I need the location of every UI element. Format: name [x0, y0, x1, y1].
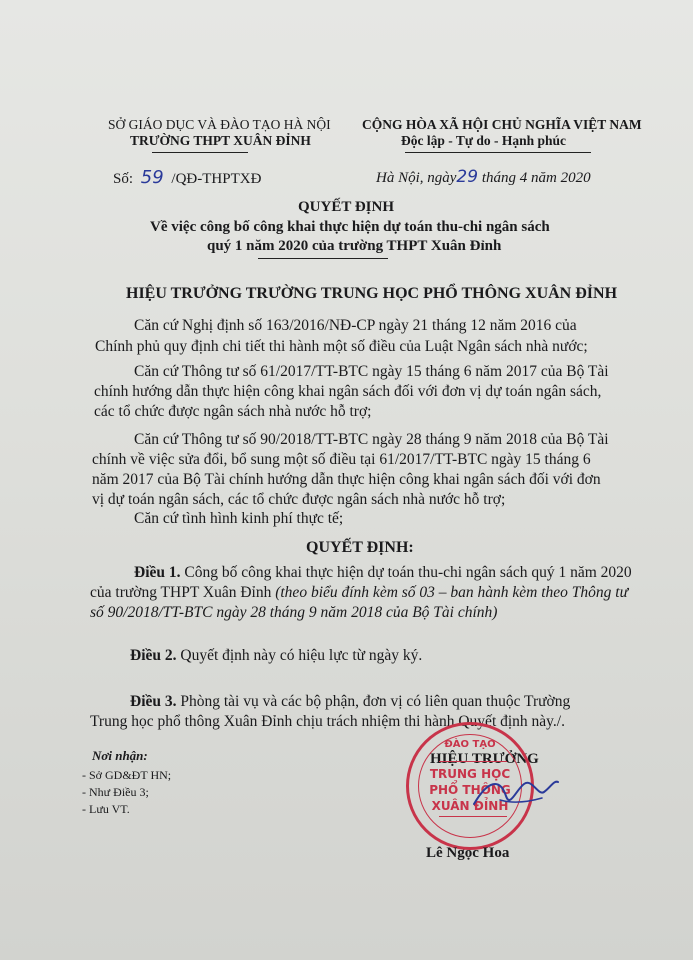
- basis-2-line-1: Căn cứ Thông tư số 61/2017/TT-BTC ngày 15 tháng 6 năm 2017 của Bộ Tài: [134, 363, 609, 380]
- authority-heading: HIỆU TRƯỞNG TRƯỜNG TRUNG HỌC PHỔ THÔNG XUÂN ĐỈNH: [126, 285, 618, 302]
- decision-number: [113, 167, 261, 188]
- decision-title: QUYẾT ĐỊNH: [298, 199, 394, 215]
- stamp-line-2: PHỔ THÔNG: [429, 783, 511, 797]
- date-rest: tháng 4 năm 2020: [481, 170, 591, 186]
- basis-1-line-2: Chính phủ quy định chi tiết thi hành một số điều của Luật Ngân sách nhà nước;: [95, 338, 588, 355]
- article-3-label: Điều 3.: [130, 693, 177, 710]
- article-3-line-2: Trung học phổ thông Xuân Đỉnh chịu trách nhiệm thi hành Quyết định này./.: [90, 713, 565, 730]
- article-1-text-2: của trường THPT Xuân Đỉnh: [90, 584, 272, 601]
- handwritten-signature: [470, 770, 560, 820]
- date-day-handwritten: 29: [456, 167, 479, 187]
- decision-date: [376, 167, 591, 187]
- school-name: TRƯỜNG THPT XUÂN ĐỈNH: [130, 133, 311, 148]
- stamp-line-1: TRUNG HỌC: [429, 767, 511, 781]
- stamp-line-3: XUÂN ĐỈNH: [431, 799, 509, 813]
- basis-3-line-4: vị dự toán ngân sách, các tổ chức được ngân sách nhà nước hỗ trợ;: [92, 491, 506, 508]
- signature-title: HIỆU TRƯỞNG: [430, 751, 539, 767]
- signer-name: Lê Ngọc Hoa: [426, 845, 510, 861]
- article-2-label: Điều 2.: [130, 647, 177, 664]
- country-name: CỘNG HÒA XÃ HỘI CHỦ NGHĨA VIỆT NAM: [362, 117, 642, 132]
- article-1-label: Điều 1.: [134, 564, 181, 581]
- decides-heading: QUYẾT ĐỊNH:: [306, 539, 414, 556]
- number-handwritten: 59: [140, 167, 164, 188]
- article-2-text: Quyết định này có hiệu lực từ ngày ký.: [180, 647, 423, 664]
- decision-subtitle-2: quý 1 năm 2020 của trường THPT Xuân Đỉnh: [207, 238, 502, 254]
- article-2: [130, 646, 422, 666]
- number-suffix: /QĐ-THPTXĐ: [171, 171, 262, 187]
- date-place: Hà Nội, ngày: [376, 170, 457, 186]
- article-3-text-1: Phòng tài vụ và các bộ phận, đơn vị có liên quan thuộc Trường: [180, 693, 571, 710]
- number-prefix: Số:: [113, 171, 134, 187]
- article-1-text-1: Công bố công khai thực hiện dự toán thu-chi ngân sách quý 1 năm 2020: [184, 564, 632, 581]
- decision-subtitle-1: Về việc công bố công khai thực hiện dự toán thu-chi ngân sách: [150, 219, 550, 235]
- school-underline: [152, 152, 248, 153]
- national-motto: Độc lập - Tự do - Hạnh phúc: [401, 133, 567, 148]
- article-3-line-1: [130, 692, 570, 712]
- stamp-top-text: ĐÀO TẠO: [444, 739, 496, 750]
- article-1-italic-2: (theo biểu đính kèm số 03 – ban hành kèm theo Thông tư: [275, 584, 629, 601]
- basis-3-line-1: Căn cứ Thông tư số 90/2018/TT-BTC ngày 28 tháng 9 năm 2018 của Bộ Tài: [134, 431, 609, 448]
- basis-2-line-2: chính hướng dẫn thực hiện công khai ngân sách đối với đơn vị dự toán ngân sách,: [94, 383, 602, 400]
- ministry-name: SỞ GIÁO DỤC VÀ ĐÀO TẠO HÀ NỘI: [108, 117, 331, 132]
- basis-1-line-1: Căn cứ Nghị định số 163/2016/NĐ-CP ngày 21 tháng 12 năm 2016 của: [134, 317, 577, 334]
- title-underline: [258, 258, 388, 259]
- basis-3-line-3: năm 2017 của Bộ Tài chính hướng dẫn thực hiện công khai ngân sách đối với đơn: [92, 471, 601, 488]
- recipient-item: - Sở GD&ĐT HN;: [82, 768, 172, 782]
- motto-underline: [405, 152, 591, 153]
- article-1-line-2: [90, 583, 628, 603]
- recipients-label: Nơi nhận:: [92, 748, 148, 763]
- article-1-line-1: [134, 563, 632, 583]
- basis-3-line-2: chính về việc sửa đổi, bổ sung một số điều tại 61/2017/TT-BTC ngày 15 tháng 6: [92, 451, 591, 468]
- basis-4-line-1: Căn cứ tình hình kinh phí thực tế;: [134, 510, 344, 527]
- recipient-item: - Lưu VT.: [82, 802, 130, 816]
- article-1-line-3: số 90/2018/TT-BTC ngày 28 tháng 9 năm 2018 của Bộ Tài chính): [90, 604, 498, 621]
- basis-2-line-3: các tổ chức được ngân sách nhà nước hỗ trợ;: [94, 403, 372, 420]
- recipient-item: - Như Điều 3;: [82, 785, 149, 799]
